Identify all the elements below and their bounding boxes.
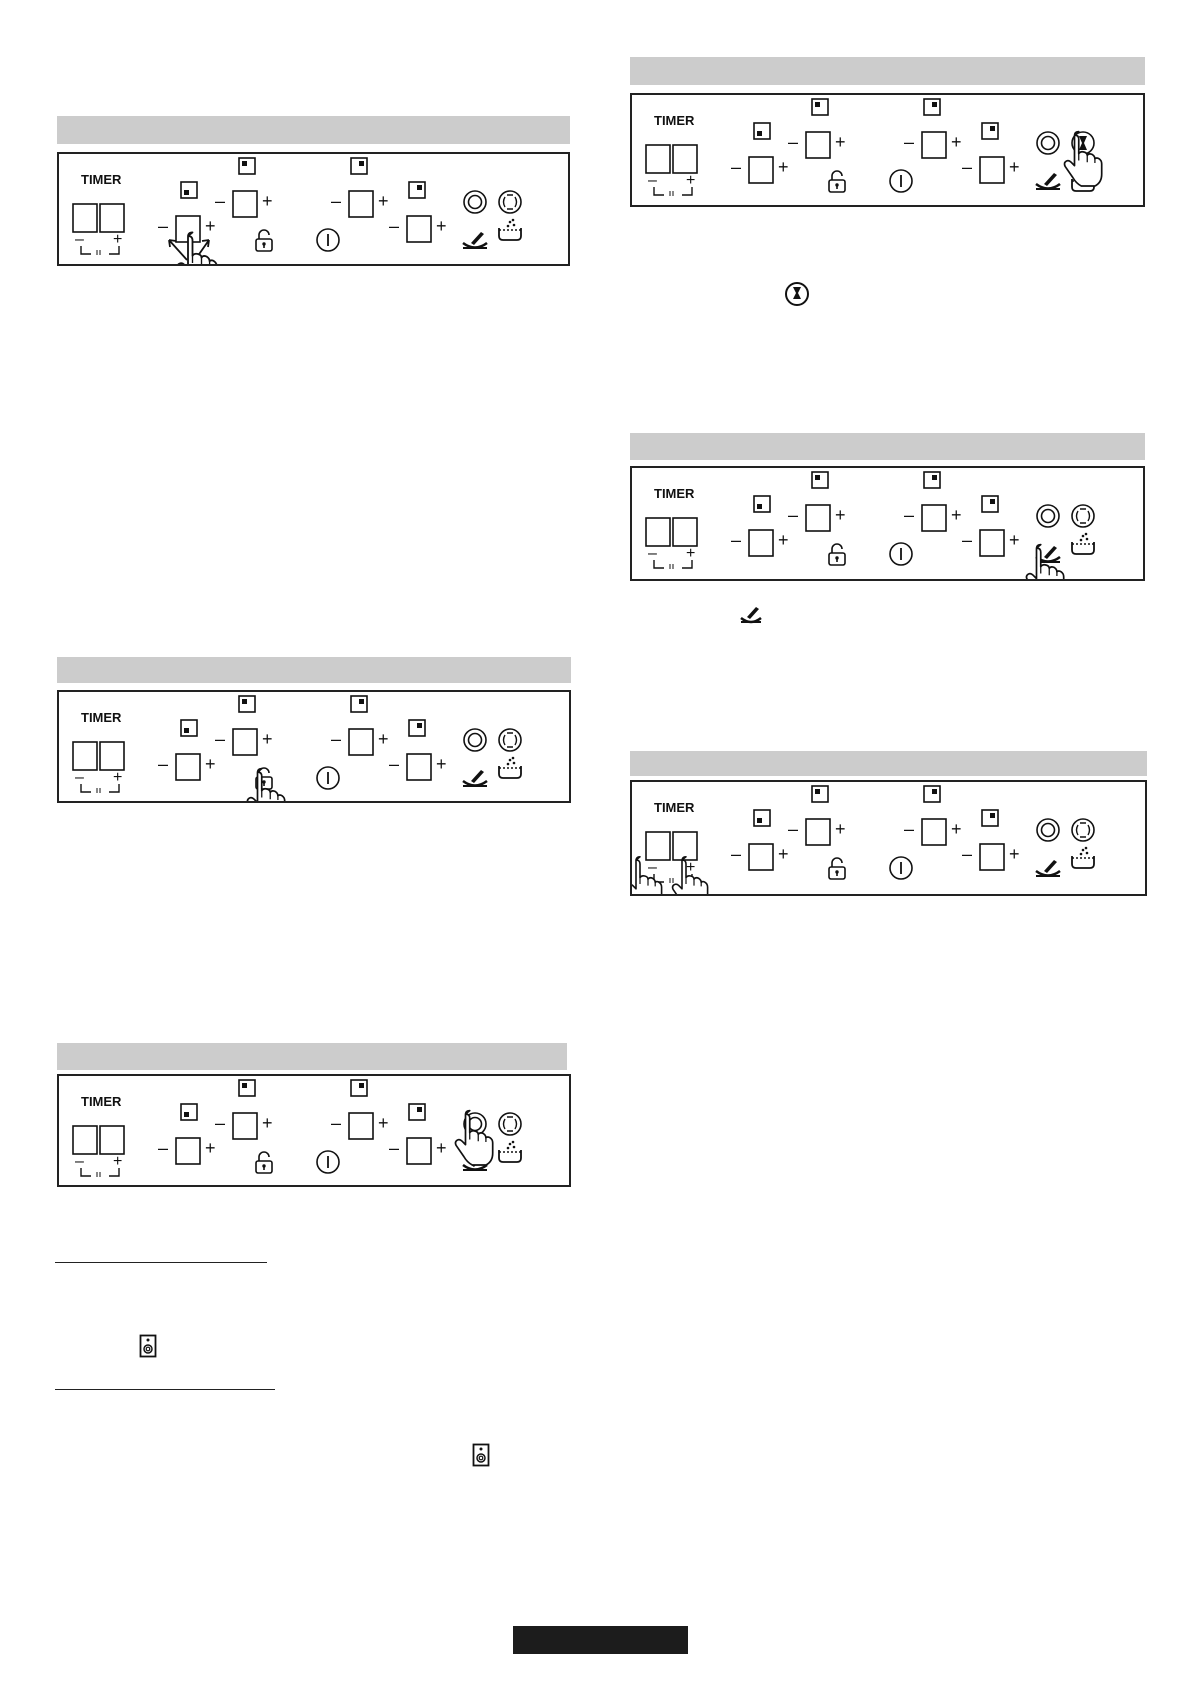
page-number-bar — [513, 1626, 688, 1654]
timer-plus-key: + — [686, 545, 696, 562]
keep-warm-icon[interactable] — [1036, 173, 1060, 189]
plus-key: + — [262, 191, 273, 211]
cooking-zone-icon — [351, 1080, 367, 1096]
minus-key: – — [904, 132, 915, 152]
keep-warm-icon[interactable] — [463, 770, 487, 786]
pause-icon — [784, 281, 810, 307]
figure-lock — [57, 657, 571, 827]
timer-digit-display[interactable] — [646, 113, 697, 196]
zone-display — [407, 1138, 431, 1164]
zone-display — [749, 844, 773, 870]
timer-digit — [646, 518, 670, 546]
zone-display — [176, 754, 200, 780]
section-underline — [55, 1262, 267, 1263]
minus-key: – — [731, 844, 742, 864]
cooking-zone-icon — [754, 496, 770, 512]
power-icon[interactable] — [317, 1151, 339, 1173]
zone-display — [233, 729, 257, 755]
pause-icon[interactable] — [499, 729, 521, 751]
pause-icon[interactable] — [1072, 819, 1094, 841]
power-icon[interactable] — [890, 170, 912, 192]
zone-rear-left-control[interactable] — [215, 1113, 273, 1139]
minus-key: – — [389, 754, 400, 774]
plus-key: + — [951, 819, 962, 839]
zone-display — [980, 844, 1004, 870]
minus-key: – — [215, 1113, 226, 1133]
plus-key: + — [436, 1138, 447, 1158]
zone-display — [922, 819, 946, 845]
plus-key: + — [205, 216, 216, 236]
cooking-zone-icon — [754, 810, 770, 826]
cooking-zone-icon — [812, 472, 828, 488]
cooking-zone-icon — [409, 1104, 425, 1120]
timer-label: TIMER — [81, 1094, 122, 1109]
plus-key: + — [835, 819, 846, 839]
minus-key: – — [904, 819, 915, 839]
plus-key: + — [436, 216, 447, 236]
timer-digit-display[interactable] — [73, 710, 124, 793]
cooking-zone-icon — [351, 696, 367, 712]
minus-key: – — [788, 819, 799, 839]
zone-display — [349, 191, 373, 217]
cooking-zone-icon — [982, 123, 998, 139]
timer-minus-key: – — [648, 859, 657, 876]
zone-front-left-control[interactable] — [731, 844, 789, 870]
plus-key: + — [835, 132, 846, 152]
figure-keep-warm — [630, 433, 1145, 613]
figure-zone-adjust — [57, 116, 570, 296]
timer-digit — [100, 204, 124, 232]
control-panel — [630, 466, 1145, 581]
pause-icon[interactable] — [499, 191, 521, 213]
lock-icon[interactable] — [256, 1152, 272, 1173]
cooking-zone-icon — [409, 182, 425, 198]
timer-minus-key: – — [648, 172, 657, 189]
minus-key: – — [215, 191, 226, 211]
zone-front-right-control[interactable] — [962, 157, 1020, 183]
plus-key: + — [951, 505, 962, 525]
boost-icon[interactable] — [1037, 505, 1059, 527]
plus-key: + — [262, 1113, 273, 1133]
zone-display — [749, 530, 773, 556]
cooking-zone-icon — [351, 158, 367, 174]
plus-key: + — [378, 191, 389, 211]
zone-rear-right-control[interactable] — [331, 1113, 389, 1139]
plus-key: + — [1009, 844, 1020, 864]
timer-digit-display[interactable] — [73, 172, 124, 255]
cooking-zone-icon — [754, 123, 770, 139]
zone-display — [922, 132, 946, 158]
control-panel — [630, 780, 1147, 896]
lock-icon[interactable] — [829, 544, 845, 565]
control-panel — [57, 690, 571, 803]
lock-icon[interactable] — [829, 171, 845, 192]
timer-digit — [646, 145, 670, 173]
zone-front-right-control[interactable] — [389, 216, 447, 242]
plus-key: + — [778, 157, 789, 177]
lock-icon[interactable] — [829, 858, 845, 879]
timer-plus-key: + — [113, 231, 123, 248]
zone-front-left-control[interactable] — [158, 216, 216, 242]
zone-rear-right-control[interactable] — [331, 191, 389, 217]
timer-digit — [73, 742, 97, 770]
zone-display — [349, 1113, 373, 1139]
plus-key: + — [951, 132, 962, 152]
zone-display — [806, 132, 830, 158]
cooking-zone-icon — [239, 696, 255, 712]
zone-front-right-control[interactable] — [389, 754, 447, 780]
minus-key: – — [158, 216, 169, 236]
zone-display — [980, 530, 1004, 556]
figure-timer — [630, 751, 1147, 921]
minus-key: – — [962, 157, 973, 177]
keep-warm-icon — [739, 603, 763, 625]
cooking-zone-icon — [812, 99, 828, 115]
control-panel — [630, 93, 1145, 207]
cooking-zone-icon — [409, 720, 425, 736]
minus-key: – — [331, 1113, 342, 1133]
zone-rear-right-control[interactable] — [331, 729, 389, 755]
minus-key: – — [904, 505, 915, 525]
power-icon[interactable] — [890, 857, 912, 879]
zone-indicator-icon — [472, 1443, 490, 1467]
power-icon[interactable] — [317, 229, 339, 251]
timer-digit — [100, 1126, 124, 1154]
timer-digit-display[interactable] — [73, 1094, 124, 1177]
zone-rear-left-control[interactable] — [788, 132, 846, 158]
plus-key: + — [205, 754, 216, 774]
timer-label: TIMER — [654, 486, 695, 501]
section-header-bar — [630, 433, 1145, 460]
timer-digit-display[interactable] — [646, 800, 697, 883]
timer-digit-display[interactable] — [646, 486, 697, 569]
minus-key: – — [788, 505, 799, 525]
plus-key: + — [205, 1138, 216, 1158]
pointing-hand-icon — [632, 857, 662, 894]
minus-key: – — [158, 754, 169, 774]
minus-key: – — [731, 157, 742, 177]
timer-plus-key: + — [113, 1153, 123, 1170]
zone-front-left-control[interactable] — [158, 754, 216, 780]
timer-digit — [673, 832, 697, 860]
plus-key: + — [436, 754, 447, 774]
timer-plus-key: + — [113, 769, 123, 786]
zone-display — [233, 191, 257, 217]
minus-key: – — [389, 216, 400, 236]
cooking-zone-icon — [181, 182, 197, 198]
timer-digit — [673, 518, 697, 546]
plus-key: + — [835, 505, 846, 525]
zone-rear-left-control[interactable] — [215, 729, 273, 755]
timer-minus-key: – — [75, 231, 84, 248]
zone-front-left-control[interactable] — [158, 1138, 216, 1164]
keep-warm-icon[interactable] — [1036, 860, 1060, 876]
plus-key: + — [778, 844, 789, 864]
zone-front-left-control[interactable] — [731, 530, 789, 556]
timer-label: TIMER — [81, 172, 122, 187]
minus-key: – — [788, 132, 799, 152]
timer-minus-key: – — [648, 545, 657, 562]
pointing-hand-icon — [455, 1111, 492, 1165]
plus-key: + — [1009, 157, 1020, 177]
plus-key: + — [778, 530, 789, 550]
zone-rear-left-control[interactable] — [788, 819, 846, 845]
cooking-zone-icon — [181, 720, 197, 736]
pointing-hand-icon — [247, 769, 284, 801]
boost-icon[interactable] — [464, 191, 486, 213]
plus-key: + — [262, 729, 273, 749]
zone-rear-left-control[interactable] — [788, 505, 846, 531]
simmer-icon[interactable] — [499, 219, 521, 240]
timer-minus-key: – — [75, 1153, 84, 1170]
zone-rear-left-control[interactable] — [215, 191, 273, 217]
zone-indicator-icon — [139, 1334, 157, 1358]
zone-display — [407, 216, 431, 242]
timer-digit — [673, 145, 697, 173]
timer-label: TIMER — [654, 113, 695, 128]
pause-icon[interactable] — [499, 1113, 521, 1135]
minus-key: – — [331, 729, 342, 749]
section-underline — [55, 1389, 275, 1390]
figure-boost — [57, 1043, 571, 1193]
zone-display — [806, 505, 830, 531]
timer-digit — [646, 832, 670, 860]
boost-icon[interactable] — [1037, 819, 1059, 841]
figure-pause — [630, 57, 1145, 217]
cooking-zone-icon — [982, 496, 998, 512]
section-header-bar — [57, 116, 570, 144]
section-header-bar — [57, 1043, 567, 1070]
boost-icon[interactable] — [1037, 132, 1059, 154]
minus-key: – — [331, 191, 342, 211]
simmer-icon[interactable] — [1072, 847, 1094, 868]
section-header-bar — [57, 657, 571, 683]
zone-display — [233, 1113, 257, 1139]
timer-minus-key: – — [75, 769, 84, 786]
zone-display — [176, 1138, 200, 1164]
minus-key: – — [962, 844, 973, 864]
timer-digit — [73, 1126, 97, 1154]
zone-front-left-control[interactable] — [731, 157, 789, 183]
cooking-zone-icon — [924, 472, 940, 488]
zone-rear-right-control[interactable] — [904, 505, 962, 531]
zone-front-right-control[interactable] — [962, 530, 1020, 556]
plus-key: + — [378, 1113, 389, 1133]
cooking-zone-icon — [181, 1104, 197, 1120]
zone-display — [749, 157, 773, 183]
section-header-bar — [630, 751, 1147, 776]
plus-key: + — [378, 729, 389, 749]
simmer-icon[interactable] — [1072, 533, 1094, 554]
power-icon[interactable] — [317, 767, 339, 789]
timer-digit — [100, 742, 124, 770]
zone-display — [407, 754, 431, 780]
minus-key: – — [158, 1138, 169, 1158]
zone-rear-right-control[interactable] — [904, 819, 962, 845]
zone-rear-right-control[interactable] — [904, 132, 962, 158]
zone-display — [806, 819, 830, 845]
simmer-icon[interactable] — [499, 1141, 521, 1162]
minus-key: – — [731, 530, 742, 550]
timer-plus-key: + — [686, 859, 696, 876]
simmer-icon[interactable] — [499, 757, 521, 778]
zone-display — [980, 157, 1004, 183]
power-icon[interactable] — [890, 543, 912, 565]
minus-key: – — [962, 530, 973, 550]
lock-icon[interactable] — [256, 230, 272, 251]
cooking-zone-icon — [812, 786, 828, 802]
zone-front-right-control[interactable] — [389, 1138, 447, 1164]
control-panel — [57, 152, 570, 266]
section-header-bar — [630, 57, 1145, 85]
cooking-zone-icon — [924, 786, 940, 802]
zone-display — [349, 729, 373, 755]
cooking-zone-icon — [924, 99, 940, 115]
keep-warm-icon[interactable] — [463, 232, 487, 248]
timer-label: TIMER — [654, 800, 695, 815]
cooking-zone-icon — [239, 1080, 255, 1096]
plus-key: + — [1009, 530, 1020, 550]
pause-icon[interactable] — [1072, 505, 1094, 527]
minus-key: – — [389, 1138, 400, 1158]
zone-front-right-control[interactable] — [962, 844, 1020, 870]
minus-key: – — [215, 729, 226, 749]
zone-display — [922, 505, 946, 531]
boost-icon[interactable] — [464, 729, 486, 751]
timer-plus-key: + — [686, 172, 696, 189]
timer-digit — [73, 204, 97, 232]
cooking-zone-icon — [239, 158, 255, 174]
control-panel — [57, 1074, 571, 1187]
timer-label: TIMER — [81, 710, 122, 725]
cooking-zone-icon — [982, 810, 998, 826]
